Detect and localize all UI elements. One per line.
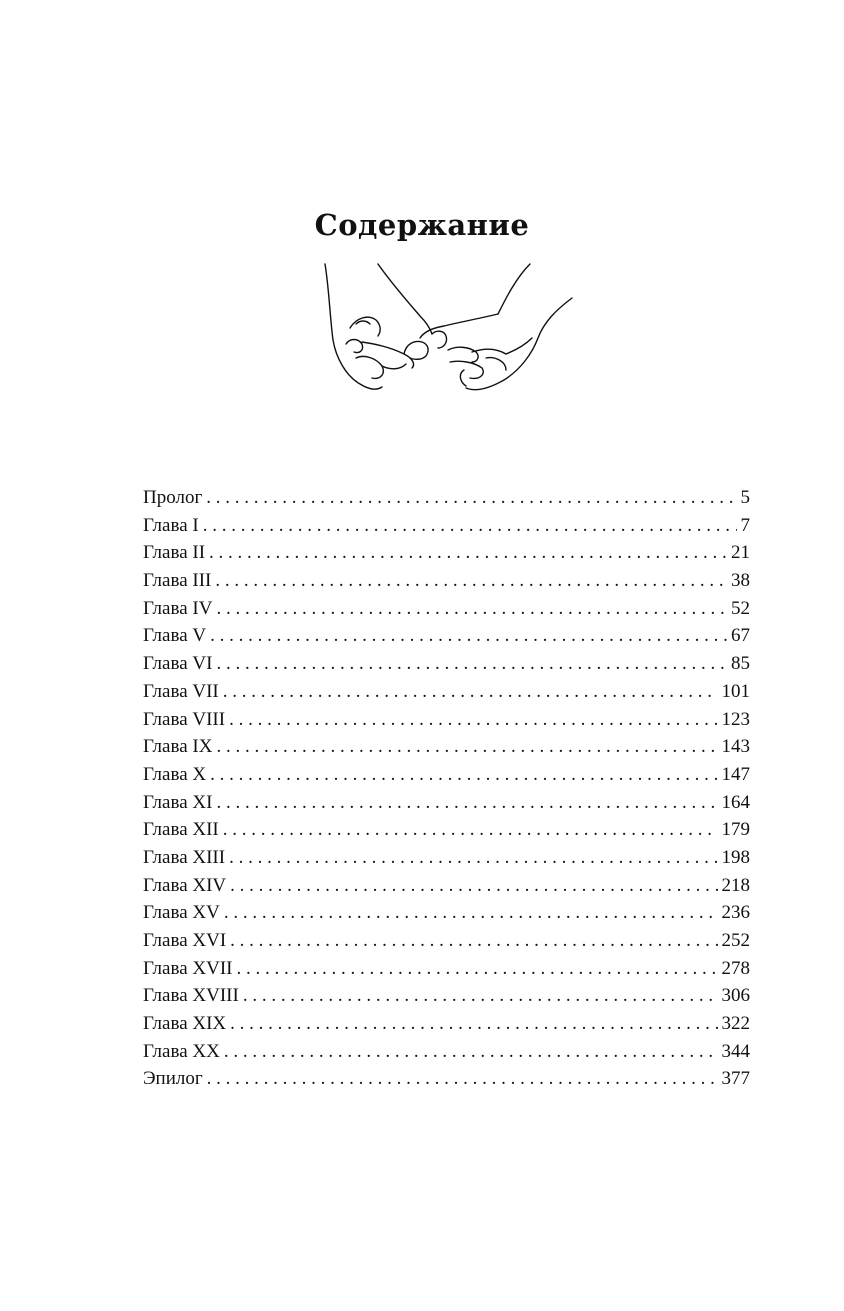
toc-entry-page-number: 278: [721, 957, 750, 979]
toc-entry-page-number: 123: [721, 708, 750, 730]
toc-entry-label: Глава I: [143, 514, 199, 536]
toc-entry: [143, 681, 750, 709]
toc-dot-leader: [229, 847, 717, 869]
toc-entry: [143, 819, 750, 847]
toc-entry: [143, 653, 750, 681]
toc-dot-leader: [230, 875, 717, 897]
toc-entry: [143, 847, 750, 875]
toc-dot-leader: [224, 1041, 718, 1063]
toc-entry: [143, 985, 750, 1013]
toc-entry-label: Глава XVI: [143, 930, 227, 951]
toc-entry-label: Глава VIII: [143, 708, 226, 730]
toc-entry-label: Глава II: [143, 542, 206, 564]
toc-entry-label: Эпилог: [143, 1068, 203, 1090]
toc-dot-leader: [207, 1068, 718, 1090]
toc-entry-label: Глава XV: [143, 902, 220, 924]
toc-dot-leader: [224, 902, 718, 924]
toc-entry: [143, 542, 750, 570]
toc-entry-page-number: 147: [721, 763, 750, 785]
toc-entry-label: Глава XIII: [143, 846, 226, 868]
toc-entry-label: Глава XIX: [143, 1013, 227, 1035]
toc-entry: [143, 764, 750, 792]
page-title: Содержание: [314, 208, 530, 242]
toc-entry: [143, 1068, 750, 1096]
toc-entry-page-number: 67: [731, 625, 750, 647]
toc-entry-label: Глава VII: [143, 680, 219, 702]
toc-entry-label: Глава XX: [143, 1040, 220, 1062]
toc-dot-leader: [243, 985, 718, 1007]
toc-dot-leader: [203, 515, 737, 537]
toc-entry: [143, 1041, 750, 1069]
toc-entry-page-number: 143: [721, 736, 750, 758]
toc-entry-page-number: 38: [731, 570, 750, 592]
toc-entry-page-number: 164: [721, 791, 750, 813]
toc-dot-leader: [216, 792, 717, 814]
toc-dot-leader: [206, 487, 736, 509]
toc-entry: [143, 792, 750, 820]
toc-entry-label: Пролог: [143, 487, 203, 508]
toc-entry-page-number: 377: [721, 1068, 750, 1090]
toc-dot-leader: [230, 1013, 717, 1035]
toc-entry-label: Глава IV: [143, 597, 213, 619]
toc-dot-leader: [216, 736, 717, 758]
toc-dot-leader: [230, 930, 717, 952]
toc-dot-leader: [236, 958, 717, 980]
table-of-contents: [143, 487, 750, 1096]
toc-entry-label: Глава X: [143, 763, 207, 785]
toc-dot-leader: [223, 681, 718, 703]
toc-entry-page-number: 198: [721, 846, 750, 868]
toc-entry-label: Глава XIV: [143, 874, 227, 896]
toc-dot-leader: [210, 625, 727, 647]
toc-entry: [143, 709, 750, 737]
toc-dot-leader: [223, 819, 718, 841]
toc-entry-page-number: 344: [721, 1040, 750, 1062]
toc-entry: [143, 515, 750, 543]
toc-entry: [143, 487, 750, 515]
toc-entry-page-number: 252: [721, 930, 750, 951]
toc-entry: [143, 958, 750, 986]
toc-entry: [143, 1013, 750, 1041]
toc-entry-page-number: 101: [721, 680, 750, 702]
toc-entry-page-number: 218: [721, 874, 750, 896]
toc-entry-page-number: 236: [721, 902, 750, 924]
toc-entry-label: Глава XI: [143, 791, 213, 813]
toc-entry: [143, 736, 750, 764]
toc-entry-page-number: 179: [721, 819, 750, 841]
toc-entry-label: Глава V: [143, 625, 207, 647]
toc-entry: [143, 625, 750, 653]
toc-entry-label: Глава VI: [143, 653, 213, 675]
toc-entry-label: Глава XII: [143, 819, 219, 841]
toc-entry: [143, 930, 750, 958]
toc-entry-page-number: 306: [721, 985, 750, 1007]
toc-dot-leader: [216, 598, 727, 620]
toc-entry-page-number: 322: [721, 1013, 750, 1035]
toc-entry-page-number: 85: [731, 653, 750, 675]
toc-entry: [143, 902, 750, 930]
toc-entry-page-number: 5: [740, 487, 750, 508]
toc-entry-page-number: 52: [731, 597, 750, 619]
toc-dot-leader: [210, 764, 717, 786]
toc-dot-leader: [215, 570, 727, 592]
toc-entry: [143, 598, 750, 626]
toc-entry-label: Глава XVII: [143, 957, 233, 979]
toc-entry-label: Глава III: [143, 570, 212, 592]
toc-entry: [143, 570, 750, 598]
toc-entry: [143, 875, 750, 903]
toc-dot-leader: [209, 542, 727, 564]
toc-entry-page-number: 21: [731, 542, 750, 564]
hands-pinky-promise-icon: [320, 258, 576, 398]
toc-dot-leader: [216, 653, 727, 675]
toc-entry-label: Глава XVIII: [143, 985, 239, 1007]
toc-entry-label: Глава IX: [143, 736, 213, 758]
toc-entry-page-number: 7: [740, 514, 750, 536]
toc-dot-leader: [229, 709, 717, 731]
